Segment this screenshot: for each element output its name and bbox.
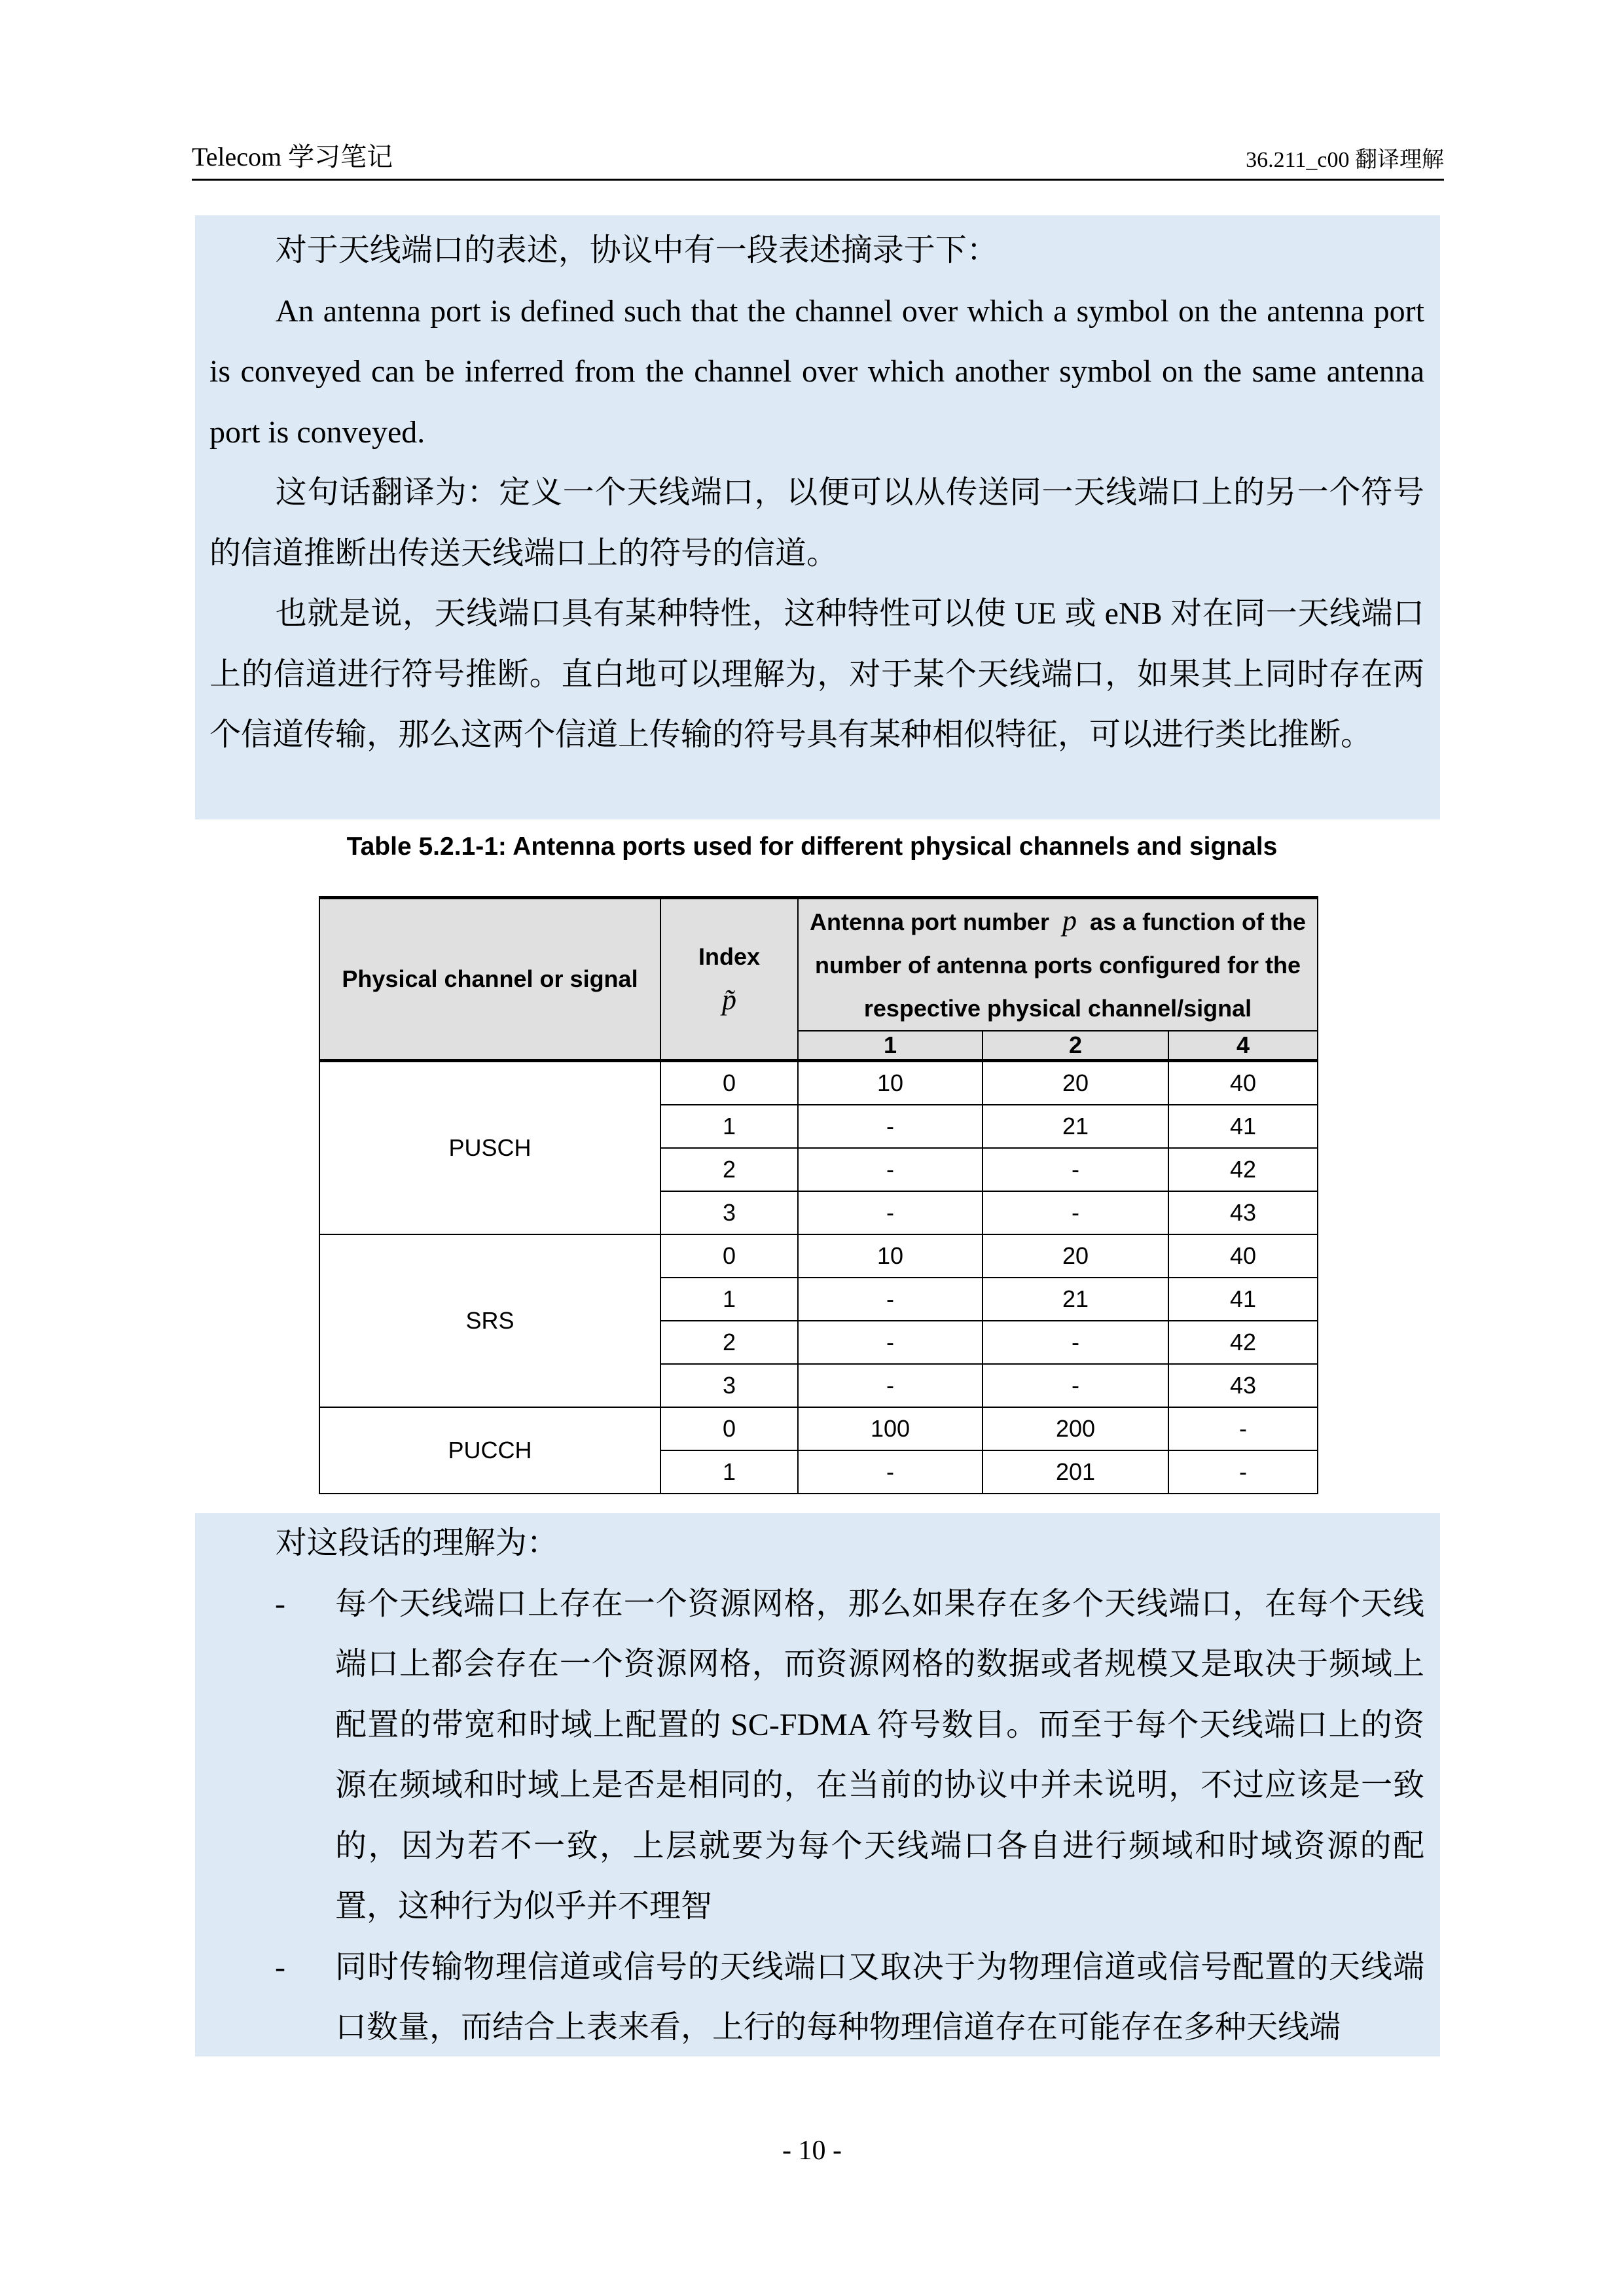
subcol-4: 4 [1168, 1031, 1318, 1061]
index-cell: 1 [660, 1450, 798, 1494]
port-cell: 20 [983, 1061, 1168, 1105]
paragraph: 对于天线端口的表述，协议中有一段表述摘录于下： [275, 233, 998, 268]
port-cell: 41 [1168, 1278, 1318, 1321]
index-cell: 2 [660, 1148, 798, 1191]
bullet-text: 每个天线端口上存在一个资源网格，那么如果存在多个天线端口，在每个天线端口上都会存在一个资源网格，而资源网格的数据或者规模又是取决于频域上配置的带宽和时域上配置的 SC-FDMA 符号数目。而至于每个天线端口上的资源在频域和时域上是否是相同的，在当前的协议中并未说明，不过应该是一致的，因为若不一致，上层就要为每个天线端口各自进行频域和时域资源的配置，这种行为似乎并不理智 [335, 1586, 1424, 1924]
port-cell: - [983, 1364, 1168, 1407]
index-cell: 1 [660, 1278, 798, 1321]
port-cell: - [798, 1105, 983, 1148]
port-cell: 40 [1168, 1061, 1318, 1105]
index-cell: 3 [660, 1191, 798, 1234]
index-label: Index [698, 943, 761, 970]
port-cell: 42 [1168, 1148, 1318, 1191]
port-cell: 43 [1168, 1191, 1318, 1234]
ports-symbol: p [1062, 905, 1077, 937]
subcol-1: 1 [798, 1031, 983, 1061]
port-cell: 200 [983, 1407, 1168, 1450]
page-number: - 10 - [782, 2136, 842, 2166]
index-cell: 2 [660, 1321, 798, 1364]
highlight-box-top [195, 215, 1440, 819]
port-cell: - [798, 1278, 983, 1321]
paragraph: 这句话翻译为：定义一个天线端口，以便可以从传送同一天线端口上的另一个符号的信道推断出传送天线端口上的符号的信道。 [209, 475, 1424, 571]
bullet-text: 同时传输物理信道或信号的天线端口又取决于为物理信道或信号配置的天线端口数量，而结合上表来看，上行的每种物理信道存在可能存在多种天线端 [335, 1949, 1424, 2045]
port-cell: - [798, 1191, 983, 1234]
index-cell: 0 [660, 1234, 798, 1278]
port-cell: 43 [1168, 1364, 1318, 1407]
ports-label-a: Antenna port number [809, 908, 1049, 935]
port-cell: - [798, 1321, 983, 1364]
port-cell: - [983, 1191, 1168, 1234]
index-cell: 0 [660, 1407, 798, 1450]
paragraph: 也就是说，天线端口具有某种特性，这种特性可以使 UE 或 eNB 对在同一天线端口上的信道进行符号推断。直白地可以理解为，对于某个天线端口，如果其上同时存在两个信道传输，那么这两个信道上传输的符号具有某种相似特征，可以进行类比推断。 [209, 596, 1424, 752]
port-cell: - [983, 1148, 1168, 1191]
bullet-item [209, 1937, 1424, 2058]
table-caption: Table 5.2.1-1: Antenna ports used for different physical channels and signals [346, 833, 1278, 861]
index-symbol: p̃ [722, 984, 736, 1016]
port-cell: - [798, 1364, 983, 1407]
highlight-box-bottom [195, 1513, 1440, 2056]
index-cell: 0 [660, 1061, 798, 1105]
port-cell: 10 [798, 1234, 983, 1278]
header-left: Telecom 学习笔记 [192, 142, 393, 171]
table-row [319, 1061, 1318, 1105]
table-row [319, 1407, 1318, 1450]
port-cell: 201 [983, 1450, 1168, 1494]
port-cell: - [1168, 1407, 1318, 1450]
port-cell: 42 [1168, 1321, 1318, 1364]
port-cell: - [983, 1321, 1168, 1364]
page-header [192, 134, 1444, 181]
port-cell: - [1168, 1450, 1318, 1494]
index-cell: 1 [660, 1105, 798, 1148]
header-right: 36.211_c00 翻译理解 [1246, 148, 1444, 172]
port-cell: 100 [798, 1407, 983, 1450]
bullet-dash: - [275, 1949, 285, 1984]
port-cell: 20 [983, 1234, 1168, 1278]
channel-name: SRS [319, 1234, 660, 1407]
header-index [660, 898, 798, 1061]
port-cell: 10 [798, 1061, 983, 1105]
channel-name: PUCCH [319, 1407, 660, 1494]
bullet-dash: - [275, 1586, 285, 1621]
table-row [319, 1234, 1318, 1278]
bullet-item [209, 1574, 1424, 1937]
channel-name: PUSCH [319, 1061, 660, 1235]
index-cell: 3 [660, 1364, 798, 1407]
port-cell: 41 [1168, 1105, 1318, 1148]
port-cell: - [798, 1148, 983, 1191]
port-cell: 40 [1168, 1234, 1318, 1278]
ports-label-b: as a function of the number of antenna ports configured for the respective physical channel/signal [814, 908, 1307, 1022]
subcol-2: 2 [983, 1031, 1168, 1061]
port-cell: 21 [983, 1278, 1168, 1321]
port-cell: 21 [983, 1105, 1168, 1148]
header-ports [798, 898, 1318, 1031]
port-cell: - [798, 1450, 983, 1494]
intro-text: 对这段话的理解为： [275, 1526, 558, 1560]
paragraph-english-quote: An antenna port is defined such that the channel over which a symbol on the antenna port is conveyed can be inferred from the channel over which another symbol on the same antenna port is conveyed. [209, 293, 1424, 450]
antenna-ports-table [319, 896, 1318, 1494]
header-channel: Physical channel or signal [319, 898, 660, 1061]
